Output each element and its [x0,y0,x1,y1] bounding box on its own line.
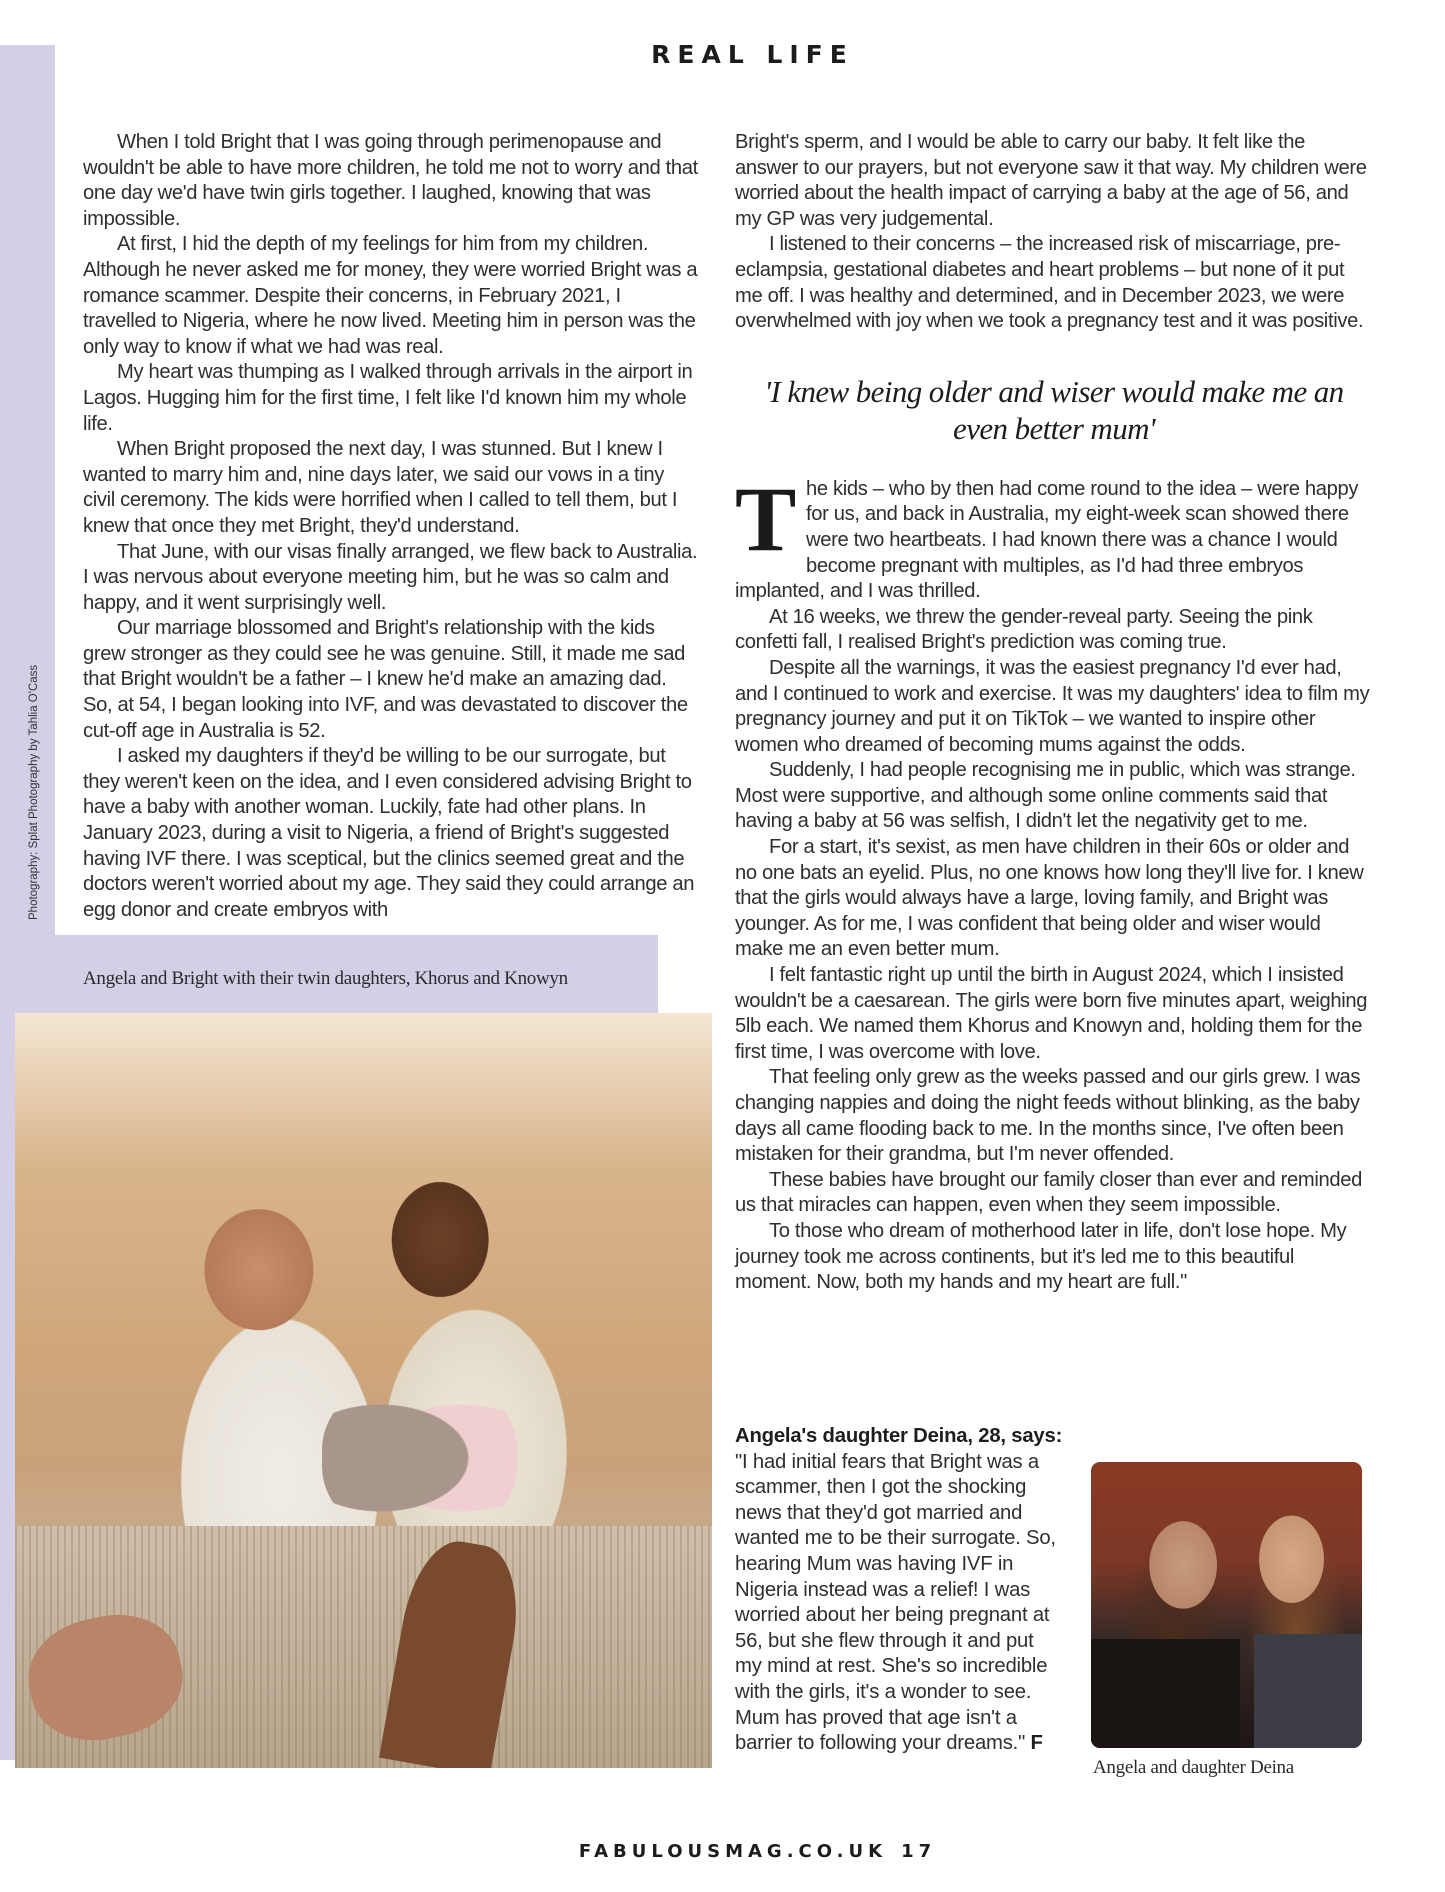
paragraph: When Bright proposed the next day, I was stunned. But I knew I wanted to marry him and, nine days later, we said our vows in a tiny civil ceremony. The kids were horrified when I called to tell them, but I knew that once they met Bright, they'd understand. [83,438,678,537]
sidebar-quote-text: "I had initial fears that Bright was a scammer, then I got the shocking news that they'd got married and wanted me to be their surrogate. So, hearing Mum was having IVF in Nigeria instead was a relief! I was worried about her being pregnant at 56, but she flew through it and put my mind at rest. She's so incredible with the girls, it's a wonder to see. Mum has proved that age isn't a barrier to following your dreams." [735,1450,1056,1755]
paragraph: My heart was thumping as I walked through arrivals in the airport in Lagos. Hugging him for the first time, I felt like I'd known him my whole life. [83,361,693,435]
left-column [83,130,698,923]
paragraph: Despite all the warnings, it was the easiest pregnancy I'd ever had, and I continued to work and exercise. It was my daughters' idea to film my pregnancy journey and put it on TikTok – we wanted to inspire other women who dreamed of becoming mums against the odds. [735,656,1370,756]
family-photo [15,1013,712,1768]
paragraph: Our marriage blossomed and Bright's relationship with the kids grew stronger as they could see he was genuine. Still, it made me sad that Bright wouldn't be a father – I knew he'd make an amazing dad. So, at 54, I began looking into IVF, and was devastated to discover the cut-off age in Australia is 52. [83,617,688,742]
main-photo-caption: Angela and Bright with their twin daughters, Khorus and Knowyn [83,968,568,989]
black-top [1091,1639,1240,1748]
paragraph: For a start, it's sexist, as men have children in their 60s or older and no one bats an eyelid. Plus, no one knows how long they'll live for. I knew that the girls would always have a large, loving family, and Bright was younger. As for me, I was confident that being older and wiser would make me an even better mum. [735,836,1364,961]
paragraph: At 16 weeks, we threw the gender-reveal party. Seeing the pink confetti fall, I realised Bright's prediction was coming true. [735,605,1313,654]
page-footer [0,1841,1445,1862]
paragraph: That feeling only grew as the weeks passed and our girls grew. I was changing nappies and doing the night feeds without blinking, as the baby days all came flooding back to me. In the months since, I've often been mistaken for their grandma, but I'm never offended. [735,1066,1361,1166]
twin-babies [322,1375,517,1541]
paragraph: These babies have brought our family closer than ever and reminded us that miracles can happen, even when they seem impossible. [735,1168,1362,1217]
photo-credit: Photography: Splat Photography by Tahlia O'Cass [28,664,40,920]
dropcap-text: he kids – who by then had come round to the idea – were happy for us, and back in Australia, my eight-week scan showed there were two heartbeats. I had known there was a chance I would become pregnant with multiples, as I'd had three embryos implanted, and I was thrilled. [735,477,1359,603]
paragraph: Suddenly, I had people recognising me in public, which was strange. Most were supportive, and although some online comments said that having a baby at 56 was selfish, I didn't let the negativity get to me. [735,759,1356,833]
section-heading: REAL LIFE [651,40,854,69]
footer-site: FABULOUSMAG.CO.UK [578,1841,888,1862]
end-mark: F [1030,1732,1043,1755]
paragraph: I asked my daughters if they'd be willing to be our surrogate, but they weren't keen on the idea, and I even considered advising Bright to have a baby with another woman. Luckily, fate had other plans. In January 2023, during a visit to Nigeria, a friend of Bright's suggested having IVF there. I was sceptical, but the clinics seemed great and the doctors weren't worried about my age. They said they could arrange an egg donor and create embryos with [83,745,695,921]
grey-scarf [1254,1634,1362,1748]
right-column [735,130,1373,1296]
paragraph: At first, I hid the depth of my feelings for him from my children. Although he never asked me for money, they were worried Bright was a romance scammer. Despite their concerns, in February 2021, I travelled to Nigeria, where he now lived. Meeting him in person was the only way to know if what we had was real. [83,233,698,358]
paragraph: When I told Bright that I was going through perimenopause and wouldn't be able to have more children, he told me not to worry and that one day we'd have twin girls together. I laughed, knowing that was impossible. [83,131,698,230]
paragraph: I felt fantastic right up until the birth in August 2024, which I insisted wouldn't be a caesarean. The girls were born five minutes apart, weighing 5lb each. We named them Khorus and Knowyn and, holding them for the first time, I was overcome with love. [735,964,1368,1063]
dropcap-letter: T [735,467,797,570]
deina-photo [1091,1462,1362,1748]
paragraph: I listened to their concerns – the increased risk of miscarriage, pre-eclampsia, gestational diabetes and heart problems – but none of it put me off. I was healthy and determined, and in December 2023, we were overwhelmed with joy when we took a pregnancy test and it was positive. [735,233,1364,333]
page-number: 17 [901,1841,937,1862]
dropcap-paragraph [735,467,1373,605]
deina-photo-caption: Angela and daughter Deina [1093,1757,1294,1778]
sidebar-lead: Angela's daughter Deina, 28, says: [735,1425,1063,1447]
paragraph: To those who dream of motherhood later in life, don't lose hope. My journey took me across continents, but it's led me to this beautiful moment. Now, both my hands and my heart are full." [735,1219,1347,1294]
pull-quote: 'I knew being older and wiser would make me an even better mum' [764,373,1344,446]
sidebar-quote [735,1424,1065,1757]
paragraph: Bright's sperm, and I would be able to carry our baby. It felt like the answer to our prayers, but not everyone saw it that way. My children were worried about the health impact of carrying a baby at the age of 56, and my GP was very judgemental. [735,131,1367,230]
paragraph: That June, with our visas finally arranged, we flew back to Australia. I was nervous about everyone meeting him, but he was so calm and happy, and it went surprisingly well. [83,540,698,614]
